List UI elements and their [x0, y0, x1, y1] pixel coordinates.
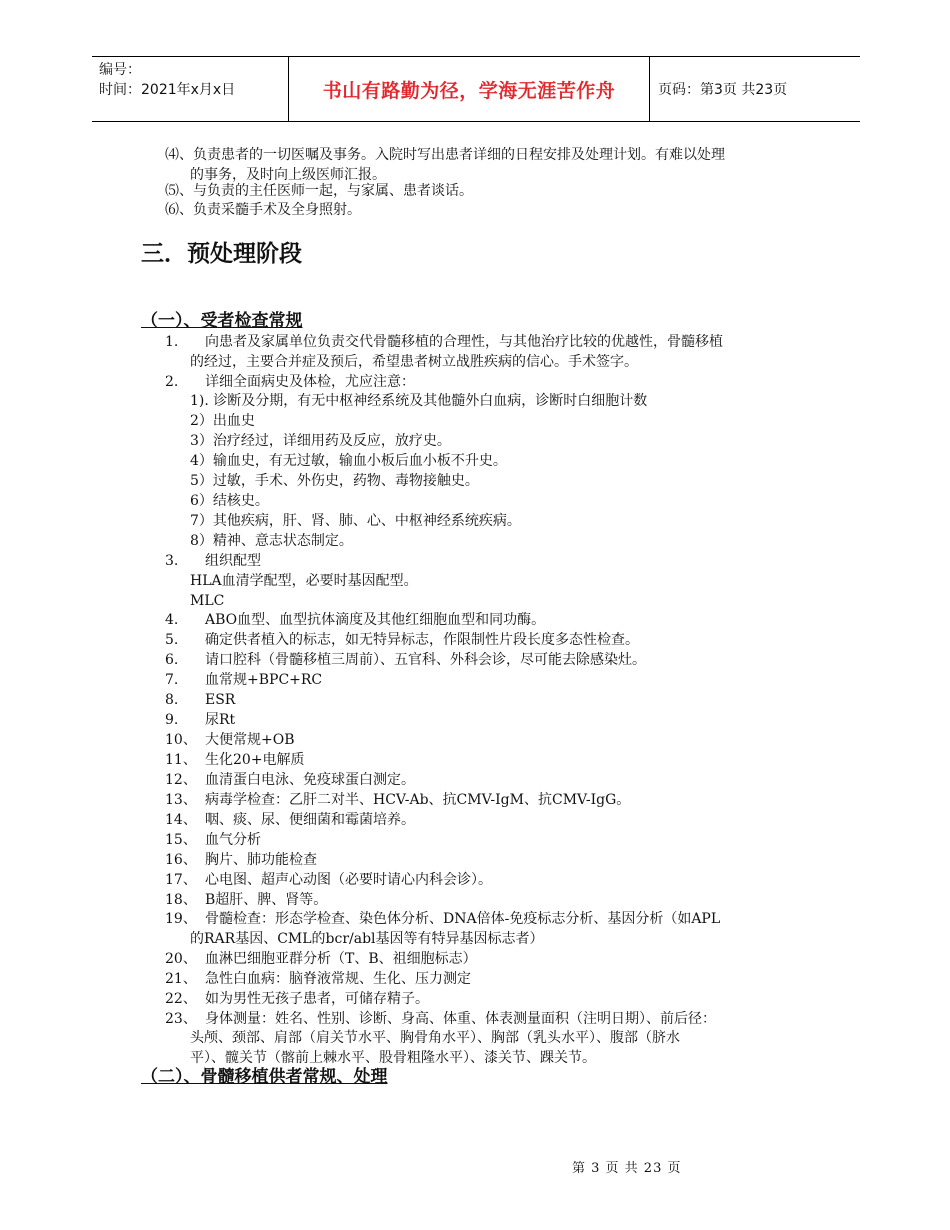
item-text: 确定供者植入的标志，如无特异标志，作限制性片段长度多态性检查。 [205, 632, 639, 648]
item-text: 组织配型 [205, 553, 261, 569]
item-number: 5. [165, 632, 179, 648]
item-number: 11、 [165, 752, 197, 768]
sub-item: 7）其他疾病，肝、肾、肺、心、中枢神经系统疾病。 [190, 513, 521, 529]
page-header [92, 56, 860, 122]
item-number: 21、 [165, 971, 197, 987]
sub-item: MLC [190, 593, 225, 609]
intro-line: ⑸、与负责的主任医师一起，与家属、患者谈话。 [165, 183, 473, 199]
item-text: 生化20+电解质 [205, 752, 305, 768]
item-number: 17、 [165, 872, 197, 888]
item-text: 病毒学检查：乙肝二对半、HCV-Ab、抗CMV-IgM、抗CMV-IgG。 [205, 792, 631, 808]
header-page-label: 页码：第3页 共23页 [658, 82, 788, 98]
item-text: 详细全面病史及体检，尤应注意： [205, 374, 415, 390]
sub-item: HLA血清学配型，必要时基因配型。 [190, 573, 418, 589]
item-number: 20、 [165, 951, 197, 967]
item-number: 4. [165, 612, 179, 628]
header-meta [92, 57, 288, 121]
item-text: 血气分析 [205, 832, 261, 848]
item-text: 如为男性无孩子患者，可储存精子。 [205, 991, 429, 1007]
item-number: 18、 [165, 892, 197, 908]
sub-item: 6）结核史。 [190, 493, 269, 509]
intro-line: 的事务，及时向上级医师汇报。 [190, 167, 386, 183]
item-number: 10、 [165, 732, 197, 748]
header-motto-cell [288, 57, 650, 121]
item-text: 平）、髋关节（髂前上棘水平、股骨粗隆水平）、漆关节、踝关节。 [190, 1050, 596, 1066]
item-number: 22、 [165, 991, 197, 1007]
item-number: 6. [165, 652, 179, 668]
item-number: 12、 [165, 772, 197, 788]
intro-line: ⑷、负责患者的一切医嘱及事务。入院时写出患者详细的日程安排及处理计划。有难以处理 [165, 147, 725, 163]
page-footer: 第 3 页 共 23 页 [572, 1161, 682, 1176]
item-text: 骨髓检查：形态学检查、染色体分析、DNA倍体-免疫标志分析、基因分析（如APL [205, 911, 721, 927]
item-number: 23、 [165, 1011, 197, 1027]
header-motto: 书山有路勤为径，学海无涯苦作舟 [322, 79, 616, 102]
header-page-cell [650, 57, 860, 121]
item-text: 头颅、颈部、肩部（肩关节水平、胸骨角水平）、胸部（乳头水平）、腹部（脐水 [190, 1030, 680, 1046]
item-text: 胸片、肺功能检查 [205, 852, 317, 868]
item-text: 的RAR基因、CML的bcr/abl基因等有特异基因标志者） [190, 931, 544, 947]
sub-item: 2）出血史 [190, 413, 255, 429]
item-number: 7. [165, 672, 179, 688]
item-number: 3. [165, 553, 179, 569]
item-number: 9. [165, 712, 179, 728]
item-text: 急性白血病：脑脊液常规、生化、压力测定 [205, 971, 471, 987]
item-text: 尿Rt [205, 712, 236, 728]
item-number: 19、 [165, 911, 197, 927]
item-number: 14、 [165, 812, 197, 828]
subsection-title: （二）、骨髓移植供者常规、处理 [141, 1067, 388, 1087]
item-text: 血淋巴细胞亚群分析（T、B、祖细胞标志） [205, 951, 477, 967]
item-text: 咽、痰、尿、便细菌和霉菌培养。 [205, 812, 415, 828]
item-number: 16、 [165, 852, 197, 868]
item-number: 15、 [165, 832, 197, 848]
header-number: 编号： [99, 62, 141, 78]
sub-item: 5）过敏，手术、外伤史，药物、毒物接触史。 [190, 473, 479, 489]
item-text: ABO血型、血型抗体滴度及其他红细胞血型和同功酶。 [205, 612, 546, 628]
sub-item: 1). 诊断及分期，有无中枢神经系统及其他髓外白血病，诊断时白细胞计数 [190, 393, 648, 409]
item-number: 8. [165, 692, 179, 708]
sub-item: 4）输血史，有无过敏，输血小板后血小板不升史。 [190, 453, 507, 469]
item-number: 2. [165, 374, 179, 390]
item-number: 1. [165, 334, 179, 350]
item-text: 的经过，主要合并症及预后，希望患者树立战胜疾病的信心。手术签字。 [190, 354, 638, 370]
item-text: ESR [205, 692, 236, 708]
intro-line: ⑹、负责采髓手术及全身照射。 [165, 202, 361, 218]
item-text: 血清蛋白电泳、免疫球蛋白测定。 [205, 772, 415, 788]
item-number: 13、 [165, 792, 197, 808]
item-text: B超肝、脾、肾等。 [205, 892, 328, 908]
item-text: 心电图、超声心动图（必要时请心内科会诊）。 [205, 872, 492, 888]
item-text: 大便常规+OB [205, 732, 295, 748]
header-time: 时间：2021年x月x日 [99, 82, 236, 98]
sub-item: 8）精神、意志状态制定。 [190, 533, 353, 549]
item-text: 请口腔科（骨髓移植三周前）、五官科、外科会诊，尽可能去除感染灶。 [205, 652, 646, 668]
item-text: 血常规+BPC+RC [205, 672, 323, 688]
subsection-title: （一）、受者检查常规 [141, 311, 303, 331]
section-title: 三．预处理阶段 [141, 241, 302, 267]
item-text: 向患者及家属单位负责交代骨髓移植的合理性，与其他治疗比较的优越性，骨髓移植 [205, 334, 723, 350]
item-text: 身体测量：姓名、性别、诊断、身高、体重、体表测量面积（注明日期）、前后径： [205, 1011, 716, 1027]
sub-item: 3）治疗经过，详细用药及反应，放疗史。 [190, 433, 451, 449]
